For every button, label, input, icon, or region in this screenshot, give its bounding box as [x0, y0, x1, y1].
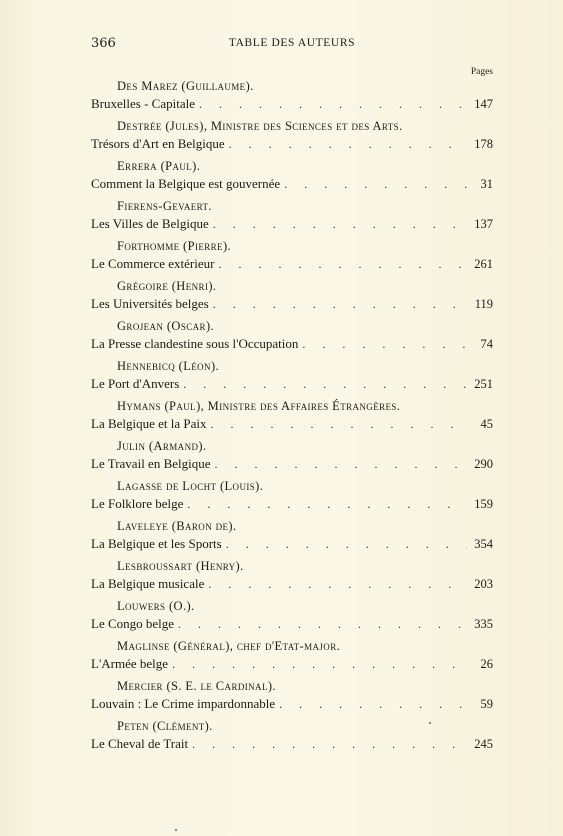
title-line	[91, 136, 493, 154]
title-line	[91, 376, 493, 394]
author-name: Mercier (S. E. le Cardinal).	[117, 679, 276, 693]
index-entry	[91, 559, 493, 599]
dot-leader	[213, 297, 467, 312]
page-reference: 159	[474, 497, 493, 511]
article-title: Les Villes de Belgique	[91, 216, 209, 231]
index-entry	[91, 119, 493, 159]
title-line	[91, 216, 493, 234]
author-name: Grégoire (Henri).	[117, 279, 217, 293]
pages-column-label: Pages	[470, 67, 493, 77]
title-line	[91, 536, 493, 554]
title-line	[91, 456, 493, 474]
article-title: La Belgique musicale	[91, 576, 205, 591]
article-title: Le Commerce extérieur	[91, 256, 215, 271]
page-reference: 178	[474, 137, 493, 151]
index-entry	[91, 479, 493, 519]
dot-leader	[192, 737, 467, 752]
article-title: Trésors d'Art en Belgique	[91, 136, 225, 151]
article-title: L'Armée belge	[91, 656, 169, 671]
page-reference: 31	[480, 177, 493, 191]
title-line	[91, 576, 493, 594]
page-reference: 147	[474, 97, 493, 111]
page-reference: 261	[474, 257, 493, 271]
page-reference: 203	[474, 577, 493, 591]
article-title: Les Universités belges	[91, 296, 209, 311]
article-title: La Presse clandestine sous l'Occupation	[91, 336, 299, 351]
dot-leader	[279, 697, 467, 712]
index-entry	[91, 439, 493, 479]
article-title: Le Congo belge	[91, 616, 175, 631]
page-reference: 74	[480, 337, 493, 351]
dot-leader	[183, 377, 467, 392]
author-name: Errera (Paul).	[117, 159, 201, 173]
dot-leader	[199, 97, 467, 112]
author-name: Louwers (O.).	[117, 599, 195, 613]
author-index	[91, 79, 493, 759]
author-name: Forthomme (Pierre).	[117, 239, 232, 253]
article-title: Le Port d'Anvers	[91, 376, 180, 391]
dot-leader	[211, 417, 467, 432]
page-reference: 335	[474, 617, 493, 631]
index-entry	[91, 399, 493, 439]
article-title: La Belgique et les Sports	[91, 536, 222, 551]
author-name: Fierens-Gevaert.	[117, 199, 212, 213]
author-name: Grojean (Oscar).	[117, 319, 215, 333]
running-title: TABLE DES AUTEURS	[228, 37, 356, 49]
index-entry	[91, 359, 493, 399]
index-entry	[91, 279, 493, 319]
page-header	[91, 36, 493, 54]
article-title: Le Folklore belge	[91, 496, 184, 511]
author-name: Maglinse (Général), chef d'Etat-major.	[117, 639, 341, 653]
title-line	[91, 616, 493, 634]
dot-leader	[213, 217, 467, 232]
dot-leader	[218, 257, 467, 272]
title-line	[91, 336, 493, 354]
author-name: Julin (Armand).	[117, 439, 207, 453]
author-name: Hennebicq (Léon).	[117, 359, 220, 373]
ink-speck	[175, 829, 177, 831]
title-line	[91, 696, 493, 714]
dot-leader	[178, 617, 467, 632]
page-reference: 290	[474, 457, 493, 471]
page-reference: 45	[480, 417, 493, 431]
title-line	[91, 736, 493, 754]
dot-leader	[302, 337, 467, 352]
dot-leader	[226, 537, 467, 552]
index-entry	[91, 79, 493, 119]
author-name: Peten (Clément).	[117, 719, 213, 733]
page-reference: 119	[474, 297, 493, 311]
article-title: Bruxelles - Capitale	[91, 96, 195, 111]
index-entry	[91, 199, 493, 239]
dot-leader	[215, 457, 467, 472]
dot-leader	[229, 137, 467, 152]
page-reference: 26	[480, 657, 493, 671]
title-line	[91, 296, 493, 314]
title-line	[91, 176, 493, 194]
title-line	[91, 656, 493, 674]
page-reference: 245	[474, 737, 493, 751]
author-name: Des Marez (Guillaume).	[117, 79, 254, 93]
article-title: Comment la Belgique est gouvernée	[91, 176, 281, 191]
page-reference: 354	[474, 537, 493, 551]
author-name: Lagasse de Locht (Louis).	[117, 479, 264, 493]
dot-leader	[208, 577, 467, 592]
dot-leader	[284, 177, 467, 192]
dot-leader	[187, 497, 467, 512]
index-entry	[91, 319, 493, 359]
index-entry	[91, 239, 493, 279]
index-entry	[91, 719, 493, 759]
title-line	[91, 416, 493, 434]
title-line	[91, 96, 493, 114]
page-reference: 137	[474, 217, 493, 231]
article-title: Le Travail en Belgique	[91, 456, 211, 471]
page-reference: 59	[480, 697, 493, 711]
page-reference: 251	[474, 377, 493, 391]
index-entry	[91, 679, 493, 719]
author-name: Hymans (Paul), Ministre des Affaires Étrangères.	[117, 399, 401, 413]
dot-leader	[172, 657, 467, 672]
article-title: Le Cheval de Trait	[91, 736, 189, 751]
author-name: Destrée (Jules), Ministre des Sciences et des Arts.	[117, 119, 403, 133]
author-name: Laveleye (Baron de).	[117, 519, 237, 533]
index-entry	[91, 519, 493, 559]
ink-speck	[429, 722, 431, 724]
title-line	[91, 256, 493, 274]
title-line	[91, 496, 493, 514]
index-entry	[91, 159, 493, 199]
page-number: 366	[91, 36, 116, 51]
index-entry	[91, 639, 493, 679]
author-name: Lesbroussart (Henry).	[117, 559, 244, 573]
index-entry	[91, 599, 493, 639]
article-title: Louvain : Le Crime impardonnable	[91, 696, 276, 711]
article-title: La Belgique et la Paix	[91, 416, 207, 431]
